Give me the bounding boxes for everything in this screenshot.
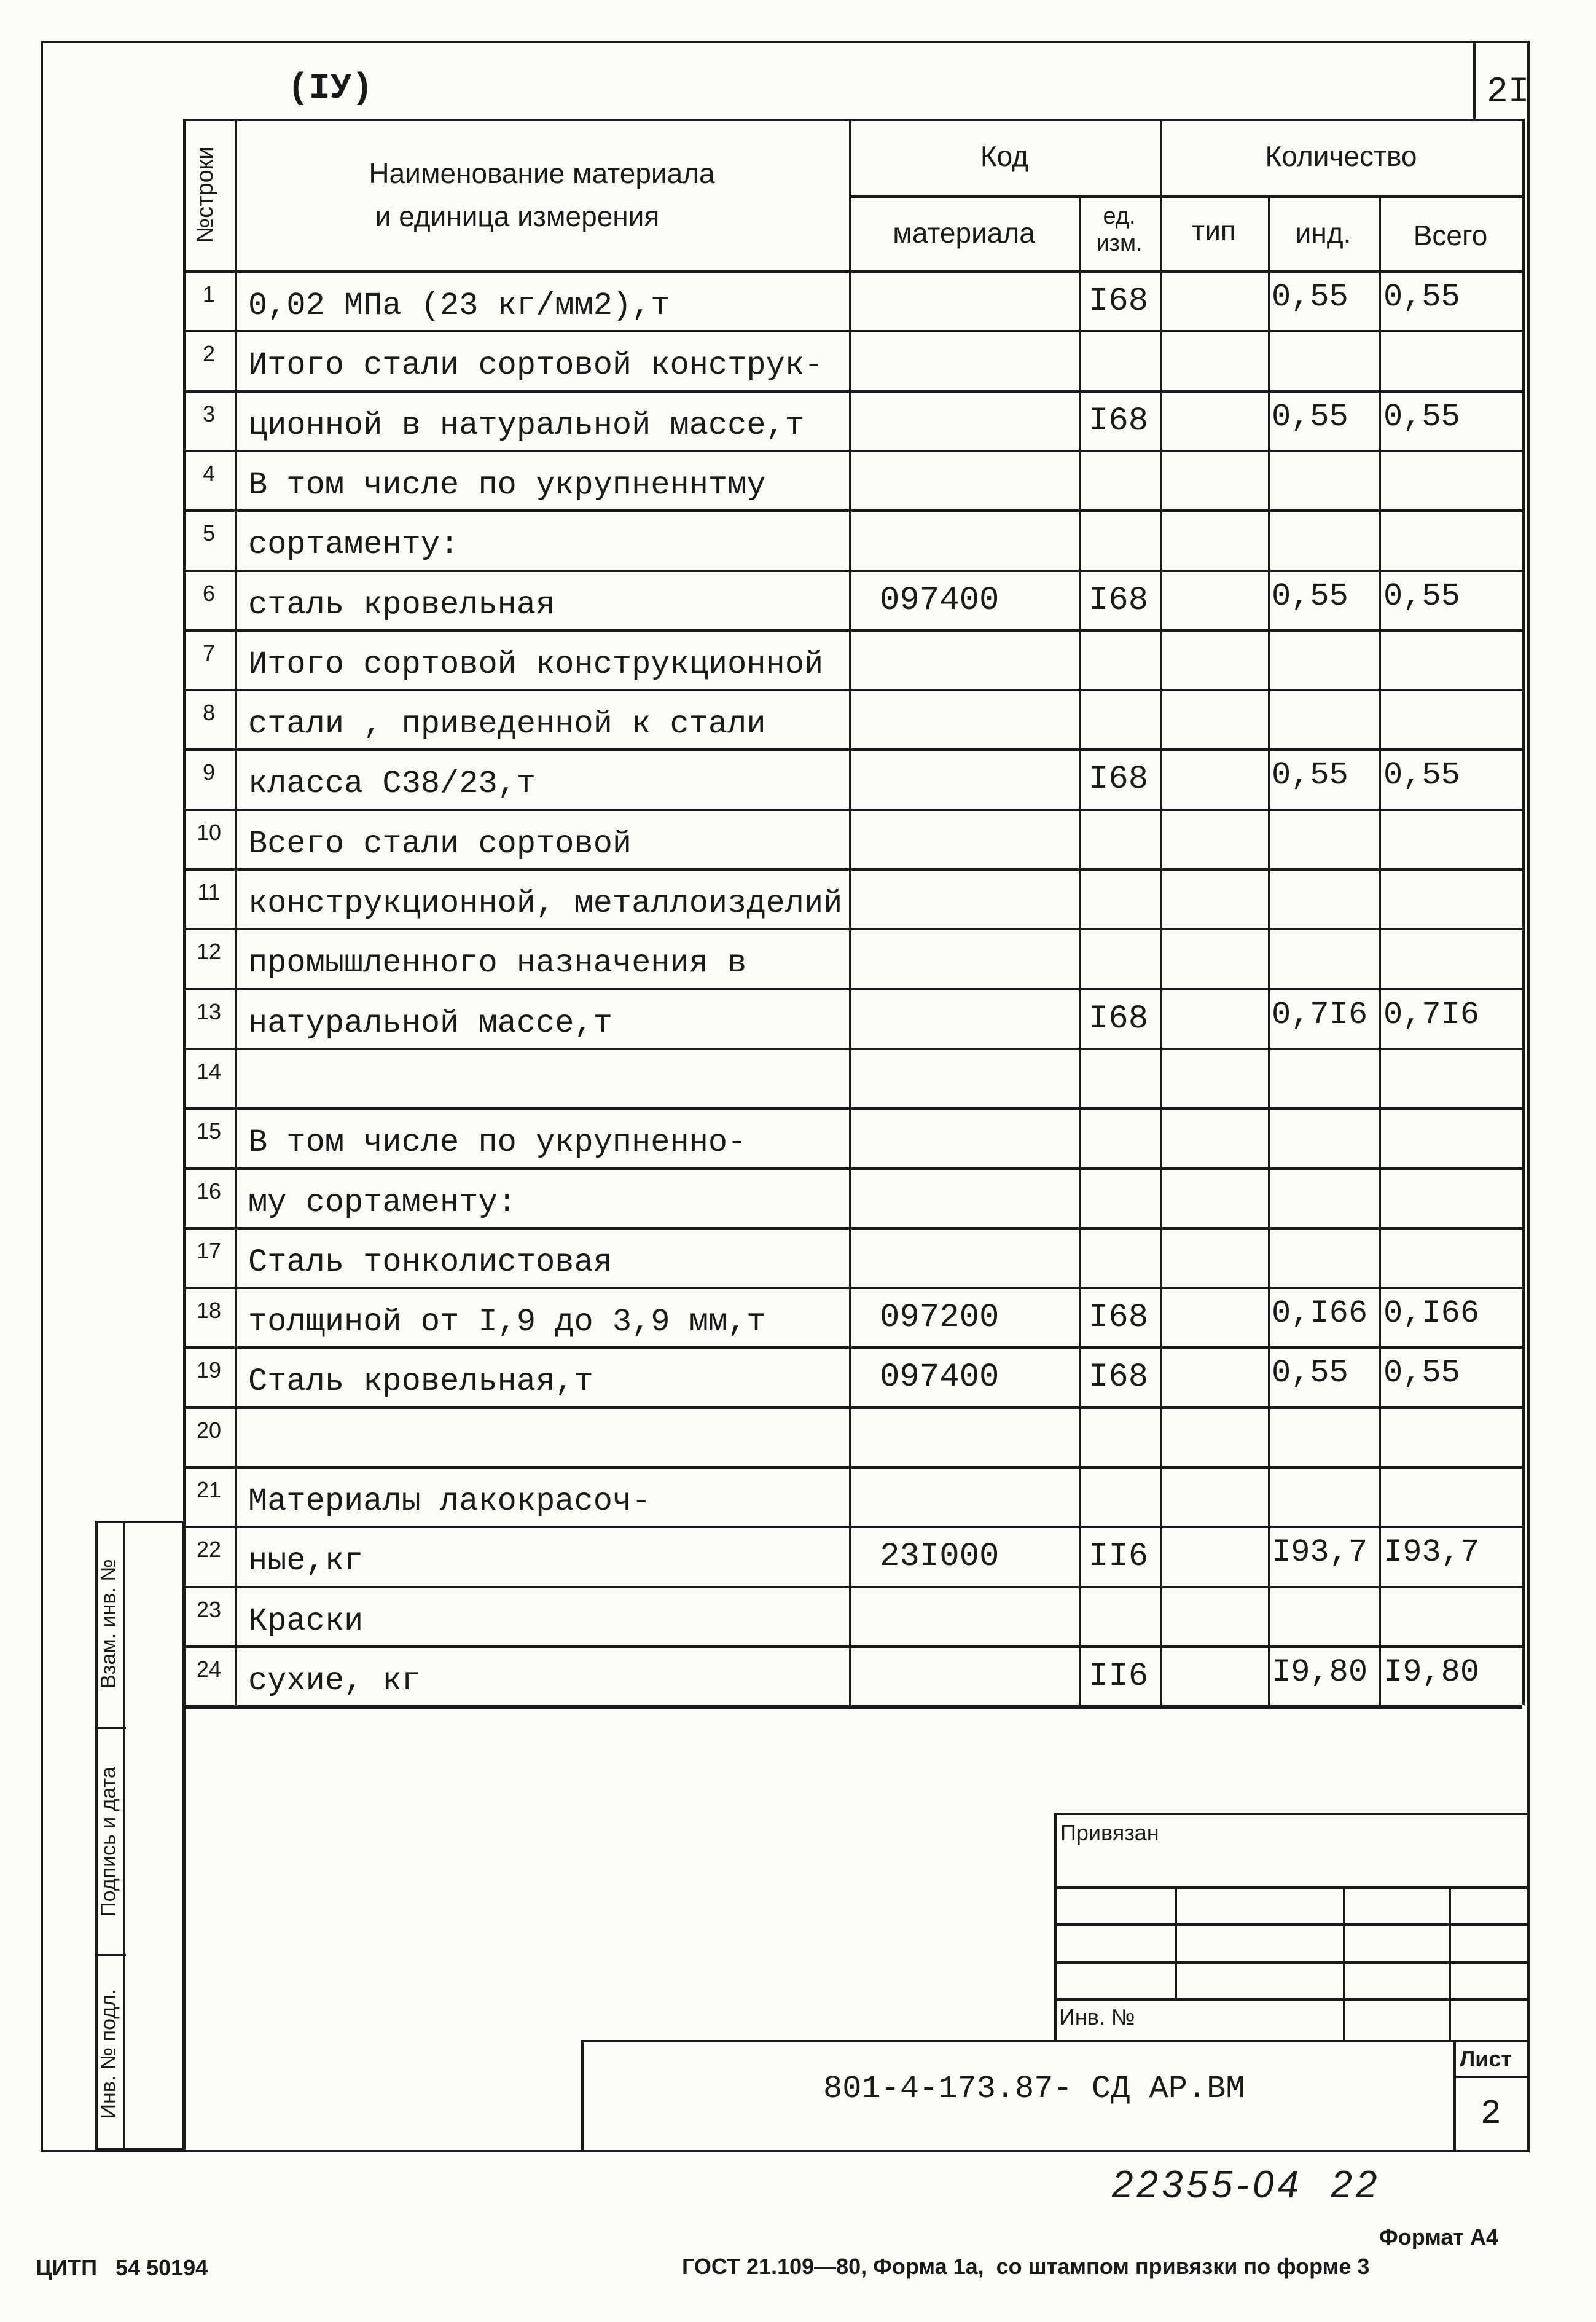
row-number: 16 — [196, 1178, 222, 1204]
row-number: 14 — [196, 1058, 222, 1084]
row-number: 5 — [202, 520, 216, 546]
row-line — [183, 1167, 1522, 1170]
row-number: 4 — [202, 460, 216, 486]
row-line — [183, 1645, 1522, 1648]
inv-podl-label: Инв. № подл. — [96, 1988, 120, 2119]
row-name: сухие, кг — [248, 1662, 421, 1699]
row-line — [183, 629, 1522, 632]
row-unit: I68 — [1089, 761, 1149, 799]
header-mid-line — [849, 195, 1522, 198]
row-line — [183, 1526, 1522, 1528]
row-line — [183, 509, 1522, 512]
row-ind: I9,80 — [1272, 1653, 1368, 1690]
row-line — [183, 748, 1522, 751]
row-ind: 0,55 — [1272, 1355, 1348, 1392]
row-unit: I68 — [1089, 1000, 1149, 1038]
row-number: 15 — [196, 1118, 222, 1144]
row-total: 0,55 — [1383, 398, 1460, 435]
row-total: 0,55 — [1383, 757, 1460, 794]
qty-type-header: тип — [1192, 214, 1236, 246]
row-line — [183, 1048, 1522, 1050]
footer-right: ГОСТ 21.109—80, Форма 1а, со штампом привязки по форме 3 — [682, 2254, 1370, 2279]
row-name: конструкционной, металлоизделий — [248, 885, 843, 922]
page-number: 2I — [1487, 73, 1530, 112]
sheet-number: 2 — [1481, 2094, 1501, 2133]
code-unit-header: ед. изм. — [1096, 203, 1143, 256]
inv-no-label: Инв. № — [1059, 2004, 1135, 2030]
handwritten-number: 22355-04 22 — [1112, 2163, 1381, 2206]
row-name: ные,кг — [248, 1543, 364, 1580]
row-total: 0,7I6 — [1383, 996, 1480, 1033]
sheet-line — [1453, 2076, 1530, 2078]
row-no-header: №строки — [192, 146, 218, 243]
row-name: Краски — [248, 1602, 364, 1639]
footer-left: ЦИТП 54 50194 — [36, 2255, 208, 2280]
row-number: 2 — [202, 341, 216, 367]
qty-total-header: Всего — [1413, 219, 1488, 251]
row-name: Материалы лакокрасоч- — [248, 1483, 651, 1520]
row-number: 13 — [196, 998, 222, 1024]
table-bottom-line — [183, 1706, 1522, 1709]
row-name: толщиной от I,9 до 3,9 мм,т — [248, 1304, 766, 1341]
row-name: В том числе по укрупненнтму — [248, 466, 766, 503]
row-name: сталь кровельная — [248, 586, 555, 623]
row-number: 12 — [196, 939, 222, 965]
row-name: 0,02 МПа (23 кг/мм2),т — [248, 288, 670, 324]
row-unit: II6 — [1089, 1538, 1149, 1576]
row-total: 0,I66 — [1383, 1295, 1480, 1332]
row-code: 23I000 — [880, 1538, 999, 1576]
header-bottom-line — [183, 270, 1522, 273]
row-name: Сталь тонколистовая — [248, 1244, 612, 1281]
row-ind: 0,55 — [1272, 398, 1348, 435]
row-name: В том числе по укрупненно- — [248, 1124, 747, 1161]
row-name: стали , приведенной к стали — [248, 706, 766, 743]
row-ind: 0,55 — [1272, 279, 1348, 315]
row-ind: I93,7 — [1272, 1534, 1368, 1571]
row-number: 6 — [202, 580, 216, 606]
row-ind: 0,55 — [1272, 757, 1348, 794]
row-line — [183, 988, 1522, 990]
stamp-v3 — [1449, 1886, 1451, 2042]
row-line — [183, 330, 1522, 332]
row-name: му сортаменту: — [248, 1184, 517, 1221]
row-line — [183, 1346, 1522, 1349]
row-total: 0,55 — [1383, 279, 1460, 315]
row-number: 23 — [196, 1596, 222, 1622]
row-unit: I68 — [1089, 1359, 1149, 1397]
row-number: 8 — [202, 700, 216, 726]
row-number: 22 — [196, 1537, 222, 1563]
row-code: 097200 — [880, 1299, 999, 1337]
row-name: промышленного назначения в — [248, 945, 747, 982]
row-name: Итого сортовой конструкционной — [248, 646, 824, 683]
row-name: класса С38/23,т — [248, 766, 536, 802]
row-line — [183, 689, 1522, 691]
stamp-line-b — [1054, 1923, 1530, 1926]
qty-ind-header: инд. — [1295, 217, 1352, 249]
col-line-3 — [1079, 195, 1081, 1705]
stamp-v2 — [1343, 1886, 1345, 2042]
row-line — [183, 1406, 1522, 1409]
page-number-divider — [1473, 41, 1476, 120]
row-line — [183, 1466, 1522, 1469]
col-line-5 — [1268, 195, 1270, 1705]
col-line-6 — [1379, 195, 1381, 1705]
sheet-divider — [1453, 2040, 1456, 2152]
name-header-line1: Наименование материала — [369, 157, 715, 189]
stamp-v1 — [1175, 1886, 1177, 2001]
row-total: 0,55 — [1383, 578, 1460, 614]
row-number: 21 — [196, 1477, 222, 1502]
document-designation: 801-4-173.87- СД АР.ВМ — [823, 2071, 1245, 2107]
row-unit: II6 — [1089, 1657, 1149, 1695]
col-line-2 — [849, 119, 851, 1705]
row-name: Всего стали сортовой — [248, 825, 632, 862]
stamp-line-d — [1054, 1998, 1530, 2001]
row-line — [183, 868, 1522, 871]
row-total: 0,55 — [1383, 1355, 1460, 1392]
row-line — [183, 450, 1522, 452]
podpis-label: Подпись и дата — [96, 1767, 120, 1917]
row-number: 3 — [202, 401, 216, 426]
row-ind: 0,55 — [1272, 578, 1348, 614]
row-unit: I68 — [1089, 581, 1149, 619]
quantity-header: Количество — [1265, 140, 1417, 172]
row-line — [183, 809, 1522, 811]
row-code: 097400 — [880, 1359, 999, 1397]
row-number: 11 — [197, 879, 221, 904]
row-unit: I68 — [1089, 402, 1149, 440]
row-number: 10 — [196, 819, 222, 845]
row-unit: I68 — [1089, 1299, 1149, 1337]
name-header-line2: и единица измерения — [375, 200, 660, 232]
row-number: 18 — [196, 1298, 222, 1324]
row-unit: I68 — [1089, 283, 1149, 320]
row-number: 17 — [196, 1237, 222, 1263]
row-line — [183, 1227, 1522, 1230]
format-label: Формат А4 — [1379, 2224, 1499, 2249]
row-ind: 0,7I6 — [1272, 996, 1368, 1033]
row-name: натуральной массе,т — [248, 1005, 612, 1041]
row-line — [183, 1586, 1522, 1588]
row-number: 24 — [196, 1656, 222, 1682]
stamp-line-a — [1054, 1886, 1530, 1889]
col-line-4 — [1160, 119, 1162, 1705]
row-line — [183, 1287, 1522, 1289]
sheet-label: Лист — [1460, 2046, 1512, 2071]
row-number: 1 — [202, 281, 216, 307]
row-name: Итого стали сортовой конструк- — [248, 347, 824, 384]
row-total: I9,80 — [1383, 1653, 1480, 1690]
table-top-line — [183, 119, 1522, 121]
code-header: Код — [980, 140, 1029, 172]
row-line — [183, 570, 1522, 572]
row-name: Сталь кровельная,т — [248, 1363, 593, 1400]
row-name: ционной в натуральной массе,т — [248, 407, 804, 444]
row-line — [183, 390, 1522, 393]
vzam-inv-label: Взам. инв. № — [96, 1559, 120, 1689]
row-line — [183, 1107, 1522, 1110]
row-number: 9 — [202, 759, 216, 785]
row-total: I93,7 — [1383, 1534, 1480, 1571]
row-line — [183, 928, 1522, 930]
row-number: 20 — [196, 1417, 222, 1443]
col-line-7 — [1522, 119, 1525, 1705]
row-ind: 0,I66 — [1272, 1295, 1368, 1332]
row-code: 097400 — [880, 581, 999, 619]
section-mark: (IУ) — [288, 69, 374, 109]
code-material-header: материала — [893, 217, 1035, 249]
row-number: 19 — [196, 1357, 222, 1383]
privyazan-label: Привязан — [1060, 1820, 1159, 1845]
row-number: 7 — [202, 640, 216, 665]
stamp-line-c — [1054, 1961, 1530, 1964]
row-name: сортаменту: — [248, 527, 460, 563]
